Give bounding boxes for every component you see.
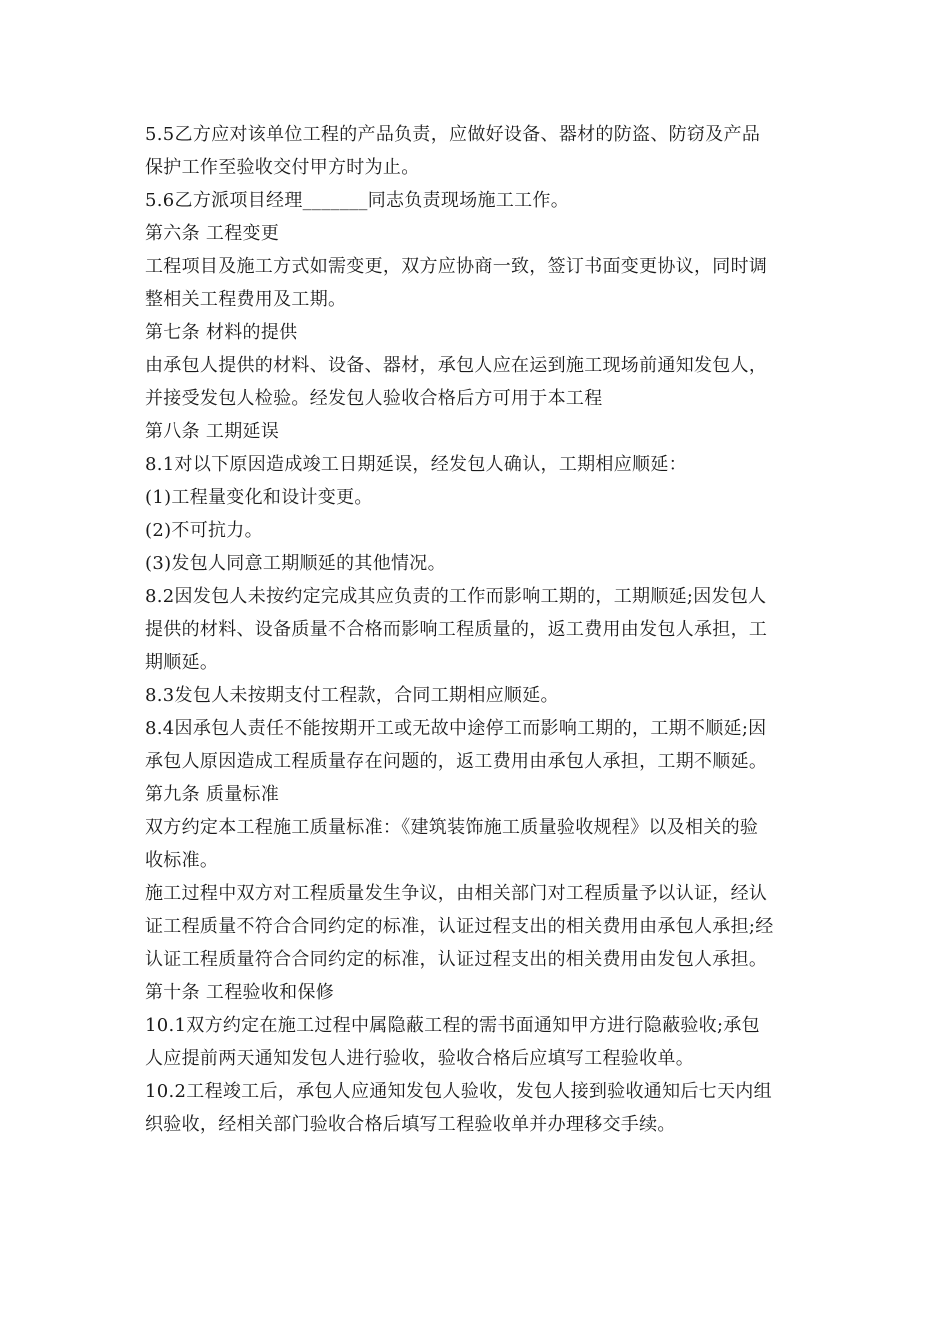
- article-7-heading: 第七条 材料的提供: [145, 322, 298, 343]
- clause-8-1-item-3: (3)发包人同意工期顺延的其他情况。: [145, 553, 446, 574]
- article-7-body-line-1: 由承包人提供的材料、设备、器材，承包人应在运到施工现场前通知发包人，: [145, 355, 768, 376]
- clause-8-3: 8.3发包人未按期支付工程款，合同工期相应顺延。: [145, 685, 559, 706]
- article-9-standard-line-2: 收标准。: [145, 850, 219, 871]
- document-body: [145, 118, 825, 1141]
- clause-5-5-line-2: 保护工作至验收交付甲方时为止。: [145, 157, 420, 178]
- article-9-standard-line-1: 双方约定本工程施工质量标准：《建筑装饰施工质量验收规程》以及相关的验: [145, 817, 759, 838]
- article-8-heading: 第八条 工期延误: [145, 421, 280, 442]
- clause-8-2-line-2: 提供的材料、设备质量不合格而影响工程质量的，返工费用由发包人承担，工: [145, 619, 768, 640]
- clause-10-1-line-1: 10.1双方约定在施工过程中属隐蔽工程的需书面通知甲方进行隐蔽验收;承包: [145, 1015, 760, 1036]
- article-9-dispute-line-2: 证工程质量不符合合同约定的标准，认证过程支出的相关费用由承包人承担;经: [145, 916, 774, 937]
- clause-8-4-line-2: 承包人原因造成工程质量存在问题的，返工费用由承包人承担，工期不顺延。: [145, 751, 768, 772]
- clause-8-2-line-1: 8.2因发包人未按约定完成其应负责的工作而影响工期的，工期顺延;因发包人: [145, 586, 767, 607]
- clause-8-1-item-2: (2)不可抗力。: [145, 520, 263, 541]
- article-9-dispute-line-1: 施工过程中双方对工程质量发生争议，由相关部门对工程质量予以认证，经认: [145, 883, 768, 904]
- clause-8-1: 8.1对以下原因造成竣工日期延误，经发包人确认，工期相应顺延：: [145, 454, 687, 475]
- clause-8-1-item-1: (1)工程量变化和设计变更。: [145, 487, 373, 508]
- article-7-body-line-2: 并接受发包人检验。经发包人验收合格后方可用于本工程: [145, 388, 603, 409]
- clause-10-1-line-2: 人应提前两天通知发包人进行验收，验收合格后应填写工程验收单。: [145, 1048, 694, 1069]
- article-6-heading: 第六条 工程变更: [145, 223, 280, 244]
- clause-10-2-line-1: 10.2工程竣工后，承包人应通知发包人验收，发包人接到验收通知后七天内组: [145, 1081, 772, 1102]
- article-6-body-line-1: 工程项目及施工方式如需变更，双方应协商一致，签订书面变更协议，同时调: [145, 256, 768, 277]
- clause-8-2-line-3: 期顺延。: [145, 652, 219, 673]
- clause-5-5-line-1: 5.5乙方应对该单位工程的产品负责，应做好设备、器材的防盗、防窃及产品: [145, 124, 761, 145]
- clause-8-4-line-1: 8.4因承包人责任不能按期开工或无故中途停工而影响工期的，工期不顺延;因: [145, 718, 767, 739]
- article-9-dispute-line-3: 认证工程质量符合合同约定的标准，认证过程支出的相关费用由发包人承担。: [145, 949, 768, 970]
- clause-10-2-line-2: 织验收，经相关部门验收合格后填写工程验收单并办理移交手续。: [145, 1114, 676, 1135]
- clause-5-6: 5.6乙方派项目经理_______同志负责现场施工工作。: [145, 190, 570, 211]
- article-6-body-line-2: 整相关工程费用及工期。: [145, 289, 347, 310]
- article-9-heading: 第九条 质量标准: [145, 784, 280, 805]
- article-10-heading: 第十条 工程验收和保修: [145, 982, 335, 1003]
